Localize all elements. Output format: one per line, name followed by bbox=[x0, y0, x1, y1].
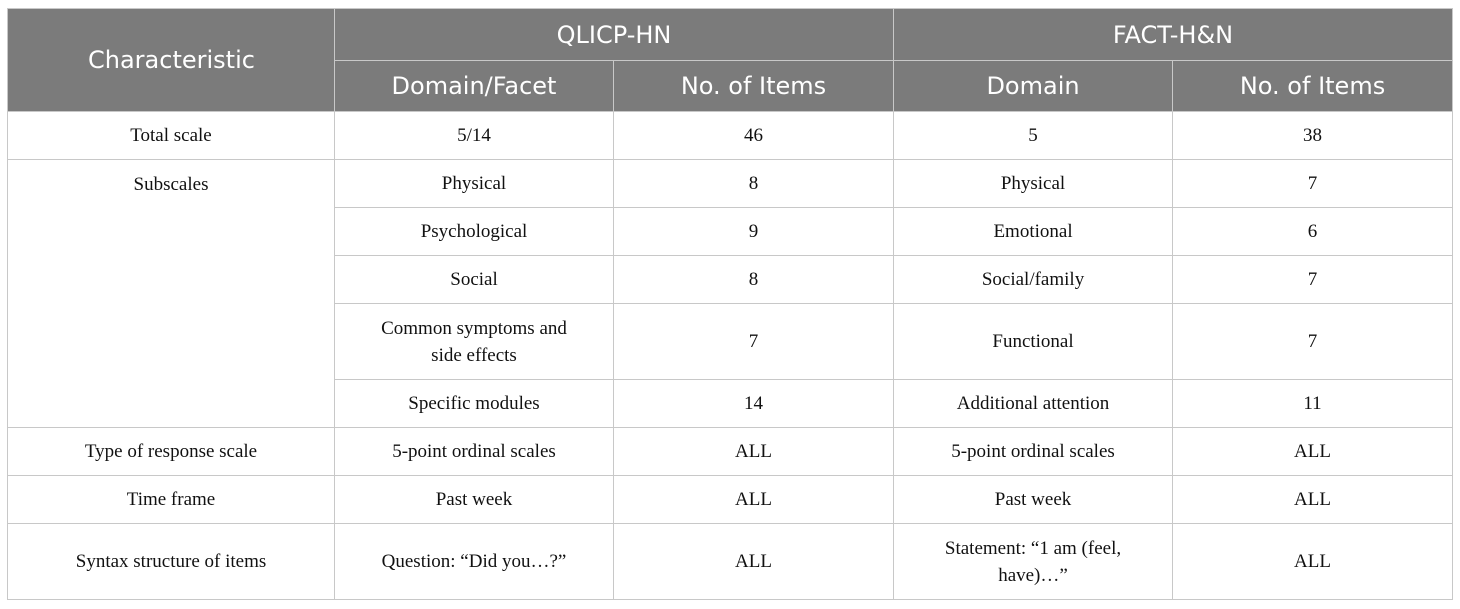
cell-qlicp-items: 7 bbox=[614, 304, 894, 380]
cell-qlicp-items: 9 bbox=[614, 208, 894, 256]
cell-qlicp-domain bbox=[335, 304, 614, 380]
cell-text-line: Common symptoms and bbox=[381, 317, 567, 339]
row-label-timeframe: Time frame bbox=[8, 476, 335, 524]
cell-fact-items: ALL bbox=[1173, 428, 1453, 476]
cell-fact-items: 38 bbox=[1173, 112, 1453, 160]
table-row bbox=[8, 112, 1453, 160]
header-fact-domain: Domain bbox=[894, 61, 1173, 112]
cell-qlicp-items: 14 bbox=[614, 380, 894, 428]
cell-qlicp-domain: 5/14 bbox=[335, 112, 614, 160]
header-fact: FACT-H&N bbox=[894, 9, 1453, 61]
cell-fact-items: ALL bbox=[1173, 524, 1453, 600]
row-label-total: Total scale bbox=[8, 112, 335, 160]
cell-qlicp-items: ALL bbox=[614, 428, 894, 476]
cell-fact-items: 11 bbox=[1173, 380, 1453, 428]
table-row bbox=[8, 524, 1453, 600]
table-row bbox=[8, 160, 1453, 208]
cell-qlicp-items: ALL bbox=[614, 524, 894, 600]
cell-fact-domain: Emotional bbox=[894, 208, 1173, 256]
row-label-response: Type of response scale bbox=[8, 428, 335, 476]
cell-text-line: Statement: “1 am (feel, bbox=[944, 537, 1122, 559]
cell-fact-items: 7 bbox=[1173, 160, 1453, 208]
cell-qlicp-domain: Psychological bbox=[335, 208, 614, 256]
header-row-top bbox=[8, 9, 1453, 61]
table-row bbox=[8, 428, 1453, 476]
cell-text-line: side effects bbox=[431, 344, 517, 366]
header-qlicp: QLICP-HN bbox=[335, 9, 894, 61]
cell-fact-domain: Physical bbox=[894, 160, 1173, 208]
cell-qlicp-domain: Question: “Did you…?” bbox=[335, 524, 614, 600]
header-characteristic: Characteristic bbox=[8, 9, 335, 112]
cell-fact-items: ALL bbox=[1173, 476, 1453, 524]
cell-fact-domain: Additional attention bbox=[894, 380, 1173, 428]
cell-qlicp-items: 46 bbox=[614, 112, 894, 160]
cell-qlicp-domain: 5-point ordinal scales bbox=[335, 428, 614, 476]
cell-qlicp-items: 8 bbox=[614, 256, 894, 304]
row-label-subscales: Subscales bbox=[8, 160, 335, 428]
row-label-syntax: Syntax structure of items bbox=[8, 524, 335, 600]
cell-fact-domain: 5-point ordinal scales bbox=[894, 428, 1173, 476]
table-row bbox=[8, 476, 1453, 524]
cell-qlicp-domain: Past week bbox=[335, 476, 614, 524]
cell-fact-domain: Past week bbox=[894, 476, 1173, 524]
header-fact-items: No. of Items bbox=[1173, 61, 1453, 112]
header-qlicp-domain: Domain/Facet bbox=[335, 61, 614, 112]
header-qlicp-items: No. of Items bbox=[614, 61, 894, 112]
cell-fact-items: 7 bbox=[1173, 256, 1453, 304]
cell-qlicp-items: ALL bbox=[614, 476, 894, 524]
cell-fact-domain: 5 bbox=[894, 112, 1173, 160]
cell-qlicp-domain: Physical bbox=[335, 160, 614, 208]
table-header bbox=[8, 9, 1453, 112]
cell-fact-domain bbox=[894, 524, 1173, 600]
cell-fact-items: 6 bbox=[1173, 208, 1453, 256]
cell-fact-domain: Functional bbox=[894, 304, 1173, 380]
cell-qlicp-domain: Specific modules bbox=[335, 380, 614, 428]
cell-qlicp-domain: Social bbox=[335, 256, 614, 304]
table-body bbox=[8, 112, 1453, 600]
cell-fact-items: 7 bbox=[1173, 304, 1453, 380]
comparison-table bbox=[7, 8, 1453, 600]
cell-qlicp-items: 8 bbox=[614, 160, 894, 208]
cell-text-line: have)…” bbox=[998, 564, 1068, 586]
cell-fact-domain: Social/family bbox=[894, 256, 1173, 304]
